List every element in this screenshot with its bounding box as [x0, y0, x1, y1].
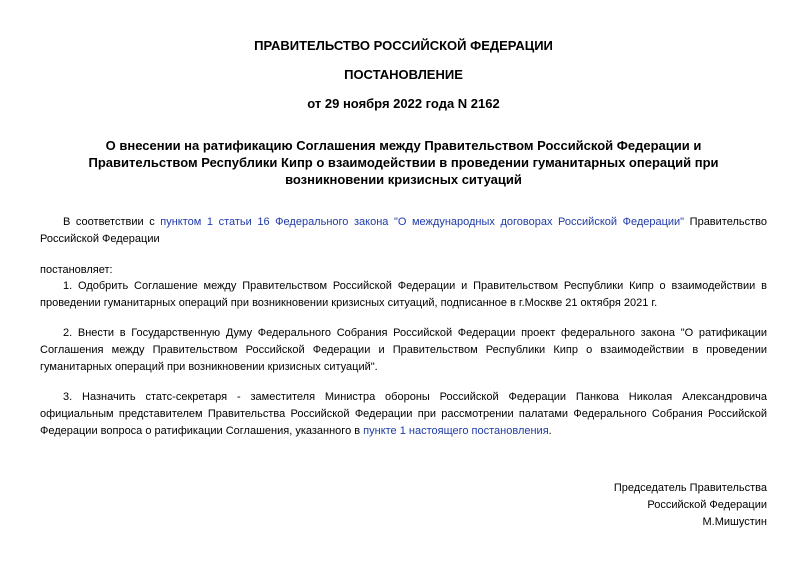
- item-3-text-end: .: [548, 425, 552, 437]
- document-type-heading: ПОСТАНОВЛЕНИЕ: [344, 67, 463, 82]
- preamble-paragraph: [40, 214, 767, 248]
- preamble-text-end: Правительство Российской Федерации: [40, 216, 767, 245]
- item-3-paragraph: [40, 389, 767, 440]
- item-2-paragraph: 2. Внести в Государственную Думу Федерального Собрания Российской Федерации проект федерального закона "О ратификации Соглашения между Правительством Российской Федерации и Правительством Республики Кипр о взаимодействии в проведении гуманитарных операций при возникновении кризисных ситуаций".: [40, 327, 767, 373]
- organization-heading: ПРАВИТЕЛЬСТВО РОССИЙСКОЙ ФЕДЕРАЦИИ: [254, 38, 553, 53]
- preamble-text-start: В соответствии с: [63, 216, 161, 228]
- signature-name: М.Мишустин: [702, 516, 767, 528]
- item-1-paragraph: 1. Одобрить Соглашение между Правительством Российской Федерации и Правительством Республики Кипр о взаимодействии в проведении гуманитарных операций при возникновении кризисных ситуаций, подписанное в г.Москве 21 октября 2021 г.: [40, 280, 767, 309]
- item-3-text-start: 3. Назначить статс-секретаря - заместителя Министра обороны Российской Федерации Панкова Николая Александровича официальным представителем Правительства Российской Федерации при рассмотрении палатами Федерального Собрания Российской Федерации вопроса о ратификации Соглашения, указанного в: [40, 391, 767, 437]
- date-number-heading: от 29 ноября 2022 года N 2162: [307, 96, 500, 111]
- decree-word: постановляет:: [40, 264, 113, 276]
- signature-organization: Российской Федерации: [647, 499, 767, 511]
- signature-block: [614, 480, 767, 531]
- signature-position: Председатель Правительства: [613, 482, 767, 494]
- item-1-reference-link[interactable]: пункте 1 настоящего постановления: [363, 425, 549, 437]
- document-title: О внесении на ратификацию Соглашения между Правительством Российской Федерации и Правительством Республики Кипр о взаимодействии в проведении гуманитарных операций при возникновении кризисных ситуаций: [88, 138, 719, 187]
- law-reference-link[interactable]: пунктом 1 статьи 16 Федерального закона "О международных договорах Российской Федерации": [160, 216, 685, 228]
